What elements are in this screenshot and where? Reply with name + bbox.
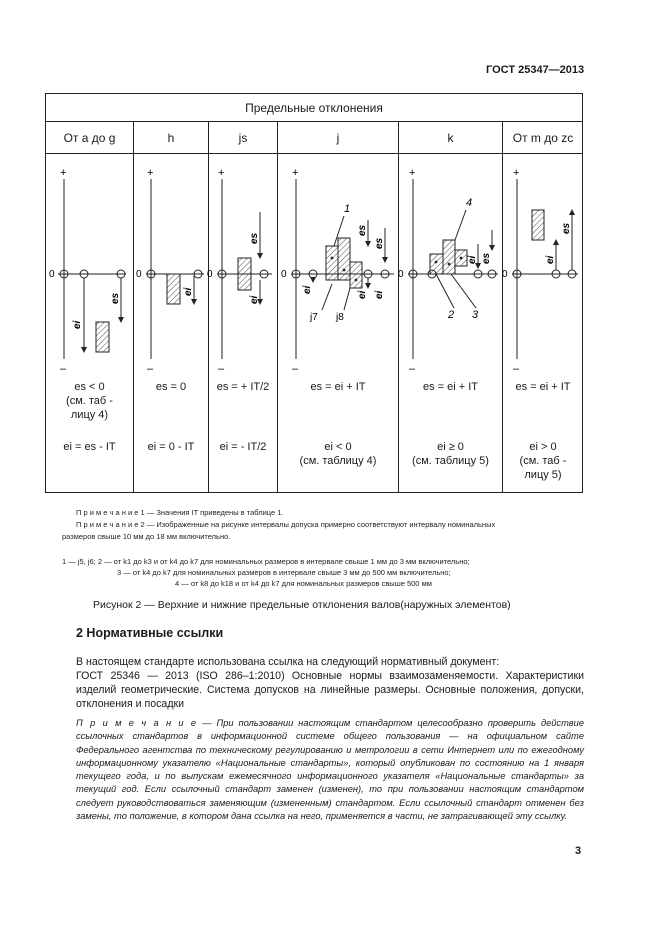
figure-caption: Рисунок 2 — Верхние и нижние предельные отклонения валов(наружных элементов) [93,599,511,611]
minus-sign: – [409,363,416,374]
es-label: es [481,252,492,264]
label-4: 4 [466,197,473,209]
column-head-j: j [336,131,340,145]
paragraph-reference: ГОСТ 25346 — 2013 (ISO 286–1:2010) Основные нормы взаимозаменяемости. Характеристики изделий геометрические. Система допусков на линейные размеры. Основные положения, допуски, отклонения и посадки [76,670,584,710]
ei-label: ei [357,290,368,299]
formula-line: es < 0 [74,381,105,393]
label-1: 1 [344,203,351,215]
section-heading: 2 Нормативные ссылки [76,626,224,640]
column-h-diagram [136,167,204,374]
zero-label: 0 [398,269,404,280]
plus-sign: + [292,167,299,179]
ei-label: ei [72,320,83,329]
note-2-continuation: размеров свыше 10 мм до 18 мм включительно. [62,532,231,541]
formula-line: ei < 0 [324,441,352,453]
zero-label: 0 [207,269,213,280]
label-2: 2 [448,309,455,321]
column-head-m-zc: От m до zc [512,131,574,145]
label-j7: j7 [310,312,318,323]
formula-ei-k [399,440,502,468]
note-text: — При пользовании настоящим стандартом целесообразно проверить действие ссылочных стандартов в информационной системе общего пользования — на официальном сайте Федерального агентства по техническому регулированию и метрологии в сети Интернет или по ежегодному информационному указателю «Национальные стандарты», который опубликован по состоянию на 1 января текущего года, и по выпускам ежемесячного информационного указателя «Национальные стандарты» за текущий год. Если ссылочный стандарт заменен (изменен), то при пользовании настоящим стандартом следует руководствоваться заменяющим (измененным) стандартом. Если ссылочный стандарт отменен без замены, то положение, в котором дана ссылка на него, применяется в части, не затрагивающей эту ссылку. [76,718,585,822]
minus-sign: – [218,363,225,374]
plus-sign: + [218,167,225,179]
formula-line: ei > 0 [529,441,557,453]
column-head-k: k [447,131,454,145]
label-j8: j8 [336,312,344,323]
es-label: es [249,232,260,244]
formula-line: ei ≥ 0 [437,441,464,453]
formula-ei-j [278,440,398,468]
tolerance-zones-diagram [46,154,583,374]
note-label: П р и м е ч а н и е [76,718,198,728]
plus-sign: + [513,167,520,179]
es-label: es [374,237,385,249]
column-a-g-diagram [49,167,126,374]
formula-line: (см. таб - [66,395,113,407]
formula-ei-a-g: ei = es - IT [63,441,116,453]
ei-label: ei [183,287,194,296]
column-head-js: js [238,131,248,145]
zero-label: 0 [49,269,55,280]
label-3: 3 [472,309,479,321]
minus-sign: – [147,363,154,374]
formula-es-h: es = 0 [155,381,187,393]
formula-line: (см. таблицу 4) [299,455,377,467]
ei-label: ei [374,290,385,299]
column-head-a-g: От а до g [63,131,116,145]
zero-label: 0 [281,269,287,280]
plus-sign: + [409,167,416,179]
es-label: es [357,224,368,236]
plus-sign: + [147,167,154,179]
formula-ei-js: ei = - IT/2 [219,441,267,453]
column-js-diagram [207,167,272,374]
note-label: П р и м е ч а н и е 1 [76,508,145,517]
formula-es-j: es = ei + IT [310,381,366,393]
es-label: es [110,292,121,304]
note-text: — Изображенные на рисунке интервалы допуска примерно соответствуют интервалу номинальных [144,520,496,529]
legend-line-3: 4 — от k8 до k18 и от k4 до k7 для номинальных размеров свыше 500 мм [175,579,432,588]
formula-line: (см. таблицу 5) [412,455,489,467]
column-k-diagram [398,167,498,374]
page-number: 3 [575,845,582,857]
zero-label: 0 [136,269,142,280]
formula-line: лицу 5) [524,469,562,481]
legend-line-2: 3 — от k4 до k7 для номинальных размеров в интервале свыше 3 мм до 500 мм включительно; [117,568,451,577]
column-m-zc-diagram [502,167,578,374]
formula-line: (см. таб - [519,455,567,467]
note-2 [76,519,586,531]
paragraph-intro: В настоящем стандарте использована ссылка на следующий нормативный документ: [76,656,500,668]
ei-label: ei [545,255,556,264]
es-label: es [561,222,572,234]
reference-note [76,717,584,823]
note-label: П р и м е ч а н и е 2 [76,520,145,529]
minus-sign: – [60,363,67,374]
formula-ei-m-zc [503,440,583,482]
figure-title: Предельные отклонения [46,94,582,122]
ei-label: ei [249,295,260,304]
plus-sign: + [60,167,67,179]
formula-line: лицу 4) [70,409,109,421]
standard-code: ГОСТ 25347—2013 [486,64,585,76]
formula-es-a-g [46,380,133,422]
note-1 [76,507,284,519]
ei-label: ei [467,255,478,264]
zero-label: 0 [502,269,508,280]
minus-sign: – [292,363,299,374]
note-text: — Значения IT приведены в таблице 1. [144,508,284,517]
ei-label: ei [302,285,313,294]
formula-es-m-zc: es = ei + IT [515,381,571,393]
formula-ei-h: ei = 0 - IT [147,441,195,453]
column-head-h: h [167,131,175,145]
limit-deviations-figure [45,93,583,493]
column-j-diagram [281,167,394,374]
formula-es-js: es = + IT/2 [216,381,270,393]
minus-sign: – [513,363,520,374]
formula-es-k: es = ei + IT [422,381,479,393]
legend-line-1: 1 — j5, j6; 2 — от k1 до k3 и от k4 до k7 для номинальных размеров в интервале свыше 1 мм до 3 мм включительно; [62,557,470,566]
